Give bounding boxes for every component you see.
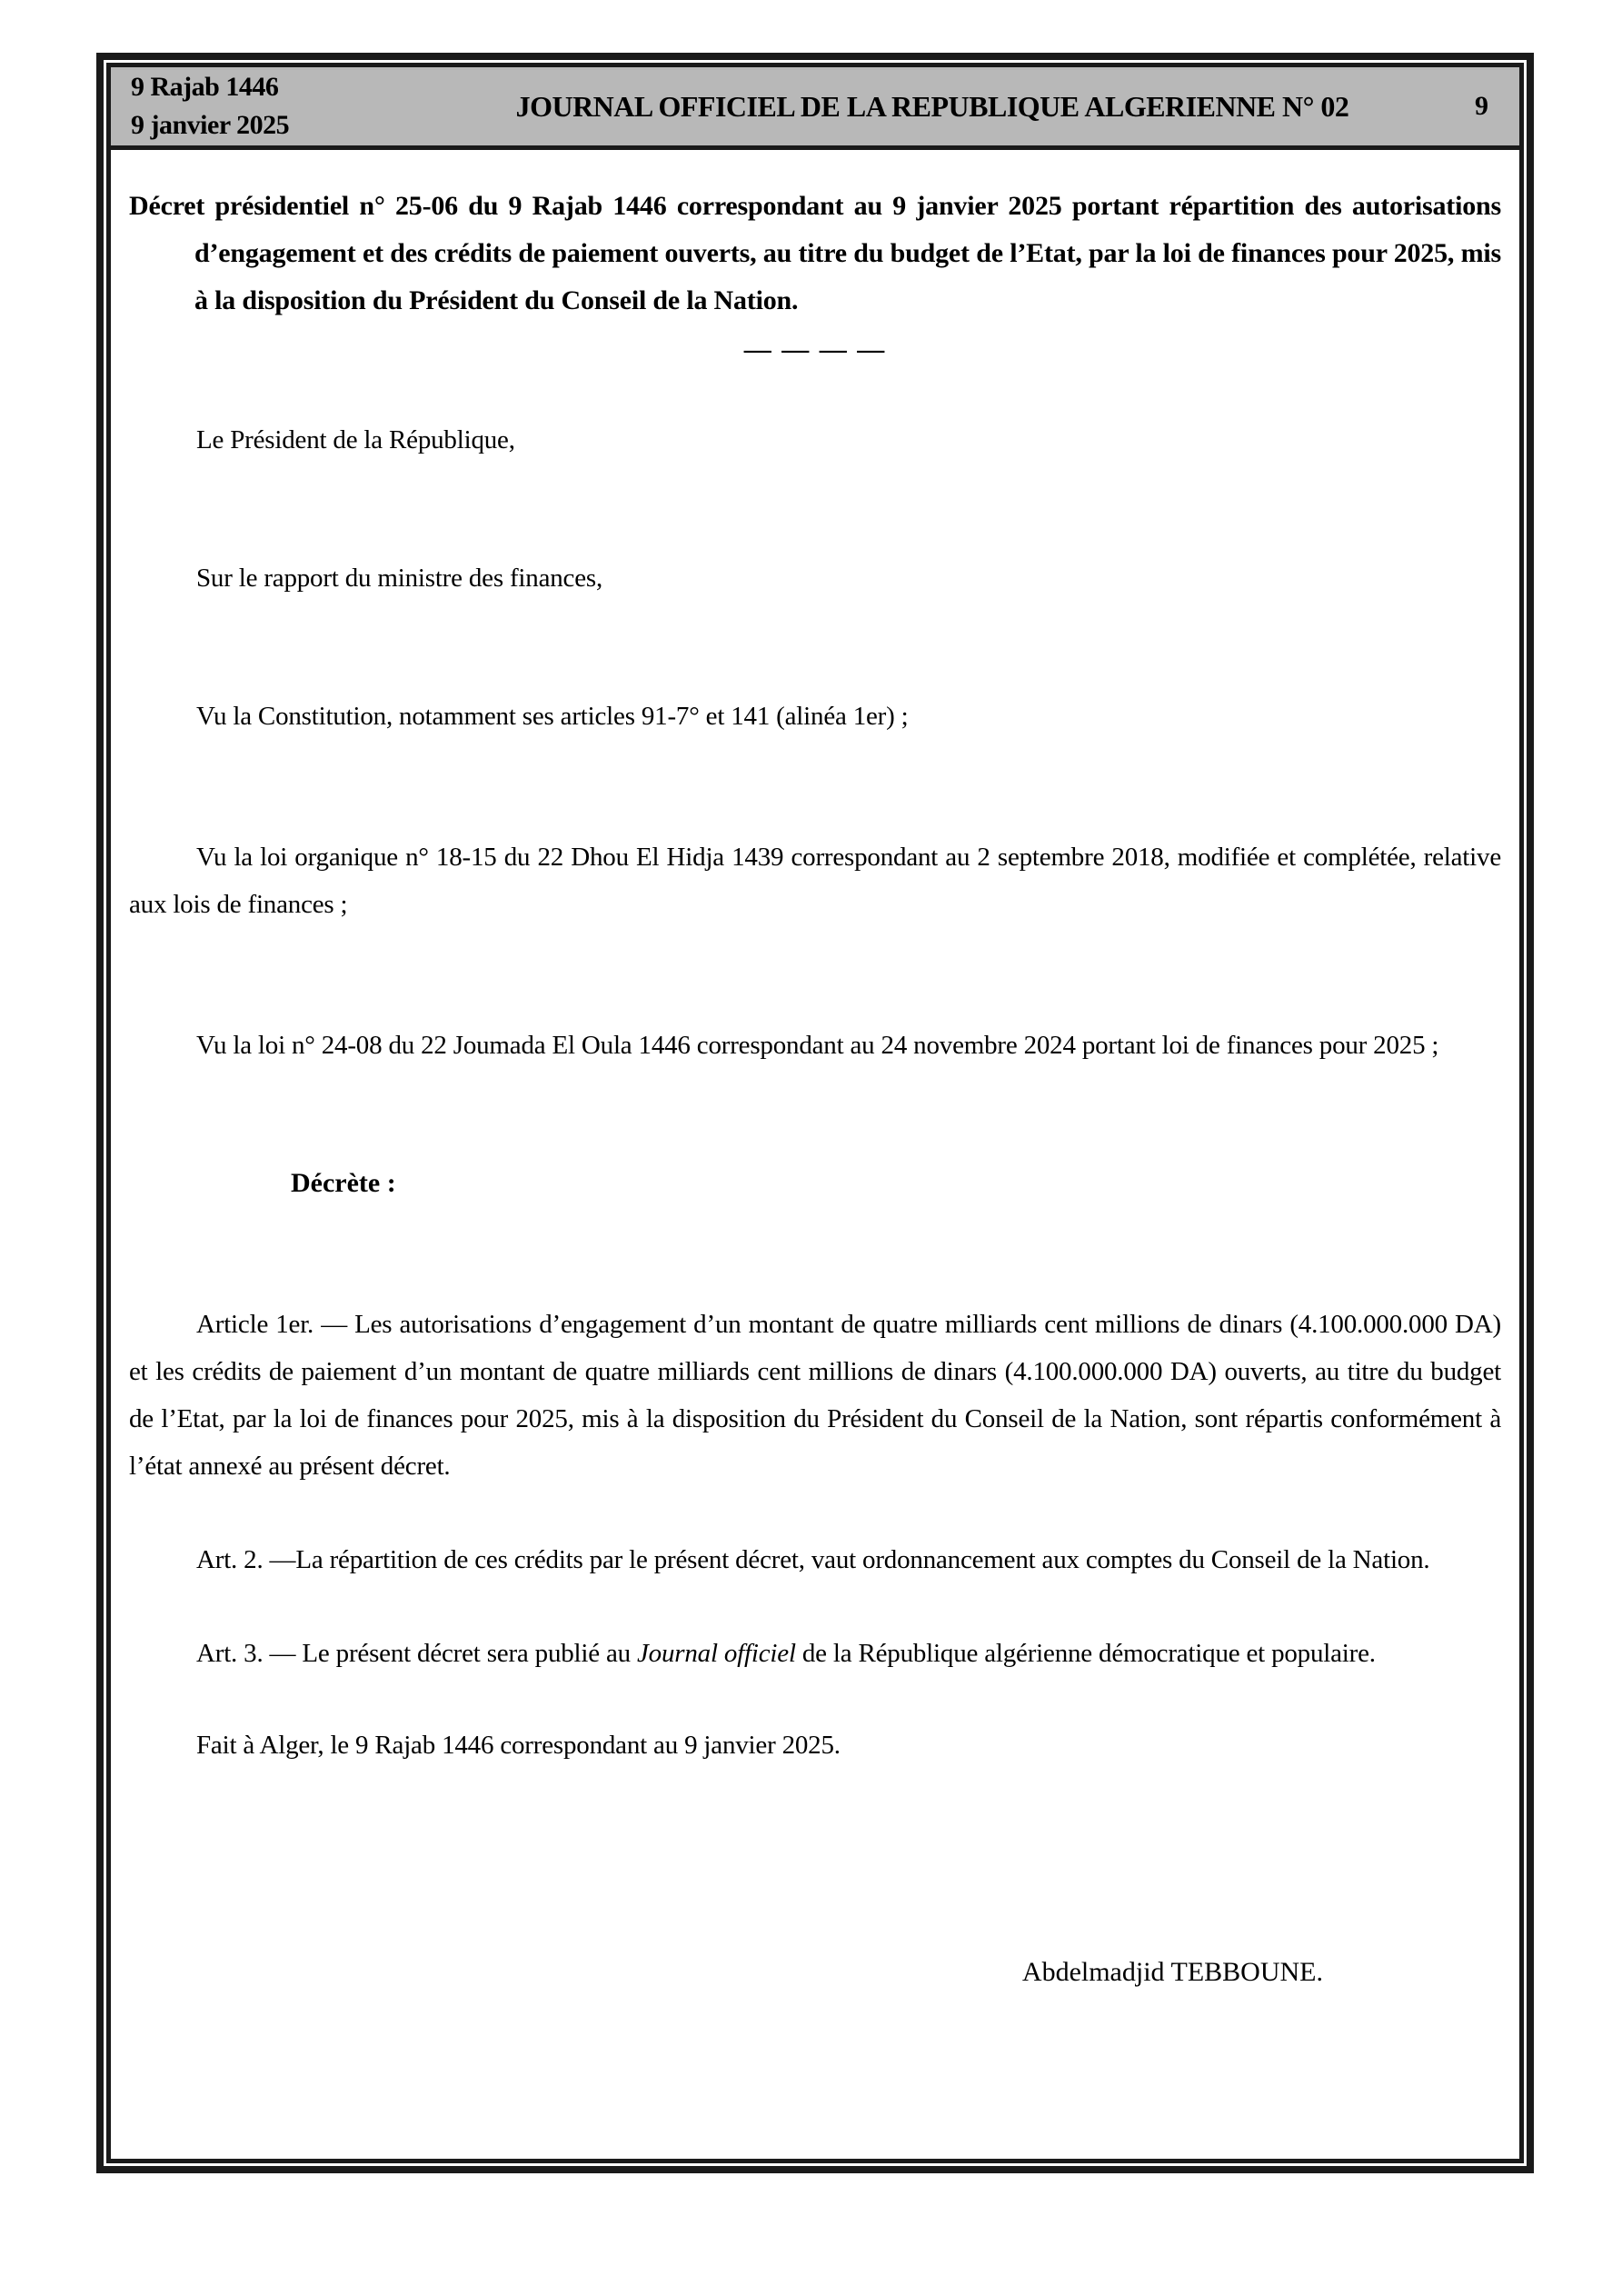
masthead-dates — [131, 68, 431, 145]
journal-title: JOURNAL OFFICIEL DE LA REPUBLIQUE ALGERIENNE N° 02 — [515, 89, 1349, 123]
article-3-text-pre: Art. 3. — Le présent décret sera publié au — [196, 1639, 638, 1668]
article-3-text-post: de la République algérienne démocratique et populaire. — [795, 1639, 1376, 1668]
paragraph-vu-loi-organique: Vu la loi organique n° 18-15 du 22 Dhou El Hidja 1439 correspondant au 2 septembre 2018, modifiée et complétée, relative aux lois de finances ; — [129, 843, 1501, 919]
journal-officiel-italic: Journal officiel — [637, 1639, 796, 1668]
gregorian-date: 9 janvier 2025 — [131, 110, 290, 140]
page-border-outer — [96, 53, 1534, 2173]
paragraph-le-president: Le Président de la République, — [196, 425, 515, 454]
page-number: 9 — [1475, 91, 1488, 121]
paragraph-vu-constitution: Vu la Constitution, notamment ses articles 91-7° et 141 (alinéa 1er) ; — [196, 702, 909, 731]
hijri-date: 9 Rajab 1446 — [131, 72, 279, 102]
paragraph-rapport-ministre: Sur le rapport du ministre des finances, — [196, 564, 603, 593]
decree-title: Décret présidentiel n° 25-06 du 9 Rajab 1446 correspondant au 9 janvier 2025 portant répartition des autorisations d’engagement et des crédits de paiement ouverts, au titre du budget de l’Etat, par la loi de finances pour 2025, mis à la disposition du Président du Conseil de la Nation. — [129, 191, 1501, 315]
separator-dashes: — — — — — [743, 334, 887, 364]
journal-masthead — [111, 67, 1519, 150]
page-border-inner — [106, 63, 1524, 2163]
paragraph-article-1: Article 1er. — Les autorisations d’engagement d’un montant de quatre milliards cent millions de dinars (4.100.000.000 DA) et les crédits de paiement d’un montant de quatre milliards cent millions de dinars (4.100.000.000 DA) ouverts, au titre du budget de l’Etat, par la loi de finances pour 2025, mis à la disposition du Président du Conseil de la Nation, sont répartis conformément à l’état annexé au présent décret. — [129, 1310, 1501, 1481]
signature-name: Abdelmadjid TEBBOUNE. — [1021, 1957, 1323, 1987]
paragraph-article-3 — [129, 1630, 1501, 1677]
decrete-heading: Décrète : — [291, 1168, 396, 1198]
decree-content — [111, 150, 1519, 2159]
paragraph-fait-a-alger: Fait à Alger, le 9 Rajab 1446 correspondant au 9 janvier 2025. — [196, 1731, 841, 1760]
paragraph-article-2: Art. 2. —La répartition de ces crédits par le présent décret, vaut ordonnancement aux comptes du Conseil de la Nation. — [196, 1545, 1430, 1574]
paragraph-vu-loi-24-08: Vu la loi n° 24-08 du 22 Joumada El Oula 1446 correspondant au 24 novembre 2024 portant loi de finances pour 2025 ; — [196, 1031, 1439, 1060]
